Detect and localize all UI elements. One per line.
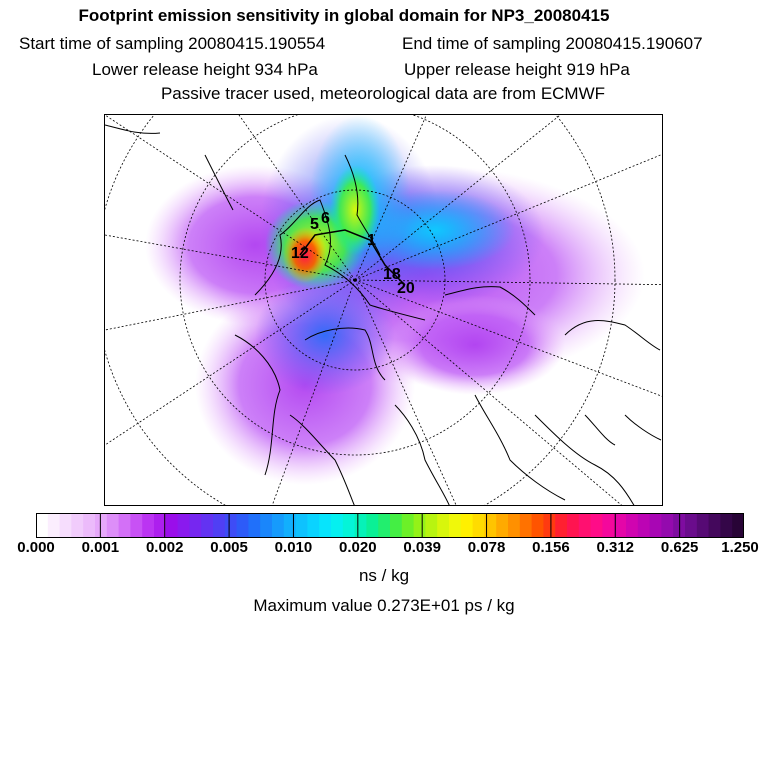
colorbar-swatch — [685, 513, 697, 538]
colorbar-tick-label: 0.005 — [210, 539, 248, 556]
colorbar-swatch — [284, 513, 296, 538]
colorbar-swatch — [248, 513, 260, 538]
colorbar-swatch — [437, 513, 449, 538]
colorbar-swatch — [732, 513, 744, 538]
colorbar-swatch — [614, 513, 626, 538]
colorbar-swatch — [260, 513, 272, 538]
colorbar-swatch — [461, 513, 473, 538]
colorbar-swatch — [555, 513, 567, 538]
colorbar-tick-label: 0.625 — [660, 539, 699, 556]
colorbar-swatch — [213, 513, 225, 538]
colorbar-swatch — [508, 513, 520, 538]
colorbar-swatch — [189, 513, 201, 538]
colorbar-swatch — [331, 513, 343, 538]
colorbar-swatch — [697, 513, 709, 538]
colorbar-tick-label: 0.312 — [596, 539, 635, 556]
colorbar-swatch — [272, 513, 284, 538]
colorbar-swatch — [237, 513, 249, 538]
colorbar-units: ns / kg — [358, 566, 410, 585]
colorbar-swatch — [130, 513, 142, 538]
colorbar-swatch — [307, 513, 319, 538]
colorbar-swatch — [355, 513, 367, 538]
colorbar-swatch — [591, 513, 603, 538]
upper-height-label: Upper release height 919 hPa — [404, 60, 630, 79]
colorbar-tick-label: 0.039 — [403, 539, 441, 556]
colorbar-tick-label: 0.078 — [467, 539, 506, 556]
colorbar-swatch — [343, 513, 355, 538]
colorbar-swatch — [48, 513, 60, 538]
release-label-5: 5 — [310, 216, 319, 233]
colorbar-swatch — [60, 513, 72, 538]
colorbar-swatch — [83, 513, 95, 538]
plot-title: Footprint emission sensitivity in global domain for NP3_20080415 — [78, 6, 610, 25]
tracer-info: Passive tracer used, meteorological data are from ECMWF — [160, 84, 606, 103]
colorbar-swatch — [225, 513, 237, 538]
colorbar-swatch — [201, 513, 213, 538]
colorbar-tick-label: 0.000 — [17, 539, 55, 556]
colorbar-swatch — [378, 513, 390, 538]
colorbar-swatch — [319, 513, 331, 538]
colorbar-swatch — [579, 513, 591, 538]
release-label-12: 12 — [291, 245, 309, 262]
release-label-1: 1 — [367, 232, 376, 249]
colorbar-swatch — [296, 513, 308, 538]
colorbar-swatch — [567, 513, 579, 538]
colorbar-swatch — [36, 513, 48, 538]
colorbar-tick-label: 0.156 — [532, 539, 570, 556]
start-time-label: Start time of sampling 20080415.190554 — [19, 34, 326, 53]
colorbar-swatches — [36, 513, 744, 538]
colorbar-swatch — [449, 513, 461, 538]
colorbar-swatch — [626, 513, 638, 538]
colorbar-swatch — [390, 513, 402, 538]
map-canvas — [105, 115, 663, 506]
colorbar-swatch — [166, 513, 178, 538]
maximum-value-label: Maximum value 0.273E+01 ps / kg — [253, 596, 515, 615]
colorbar-swatch — [661, 513, 673, 538]
colorbar-tick-label: 0.001 — [81, 539, 120, 556]
release-label-6: 6 — [321, 210, 330, 227]
colorbar-swatch — [496, 513, 508, 538]
colorbar-swatch — [402, 513, 414, 538]
end-time-label: End time of sampling 20080415.190607 — [402, 34, 703, 53]
colorbar-tick-label: 1.250 — [721, 539, 759, 556]
colorbar-swatch — [473, 513, 485, 538]
footprint-map — [104, 114, 663, 506]
colorbar-tick-label: 0.002 — [145, 539, 184, 556]
colorbar-swatch — [414, 513, 426, 538]
colorbar-swatch — [532, 513, 544, 538]
colorbar — [36, 513, 744, 538]
colorbar-swatch — [366, 513, 378, 538]
colorbar-swatch — [71, 513, 83, 538]
colorbar-swatch — [142, 513, 154, 538]
colorbar-swatch — [543, 513, 555, 538]
colorbar-swatch — [119, 513, 131, 538]
colorbar-swatch — [709, 513, 721, 538]
lower-height-label: Lower release height 934 hPa — [92, 60, 318, 79]
colorbar-swatch — [520, 513, 532, 538]
colorbar-tick-label: 0.010 — [274, 539, 313, 556]
colorbar-swatch — [107, 513, 119, 538]
colorbar-swatch — [178, 513, 190, 538]
colorbar-tick-label: 0.020 — [339, 539, 377, 556]
colorbar-swatch — [95, 513, 107, 538]
colorbar-swatch — [650, 513, 662, 538]
colorbar-swatch — [638, 513, 650, 538]
footprint-field — [145, 115, 645, 485]
colorbar-swatch — [720, 513, 732, 538]
colorbar-swatch — [425, 513, 437, 538]
release-label-20: 20 — [397, 280, 415, 297]
colorbar-swatch — [602, 513, 614, 538]
release-label-18: 18 — [383, 266, 401, 283]
